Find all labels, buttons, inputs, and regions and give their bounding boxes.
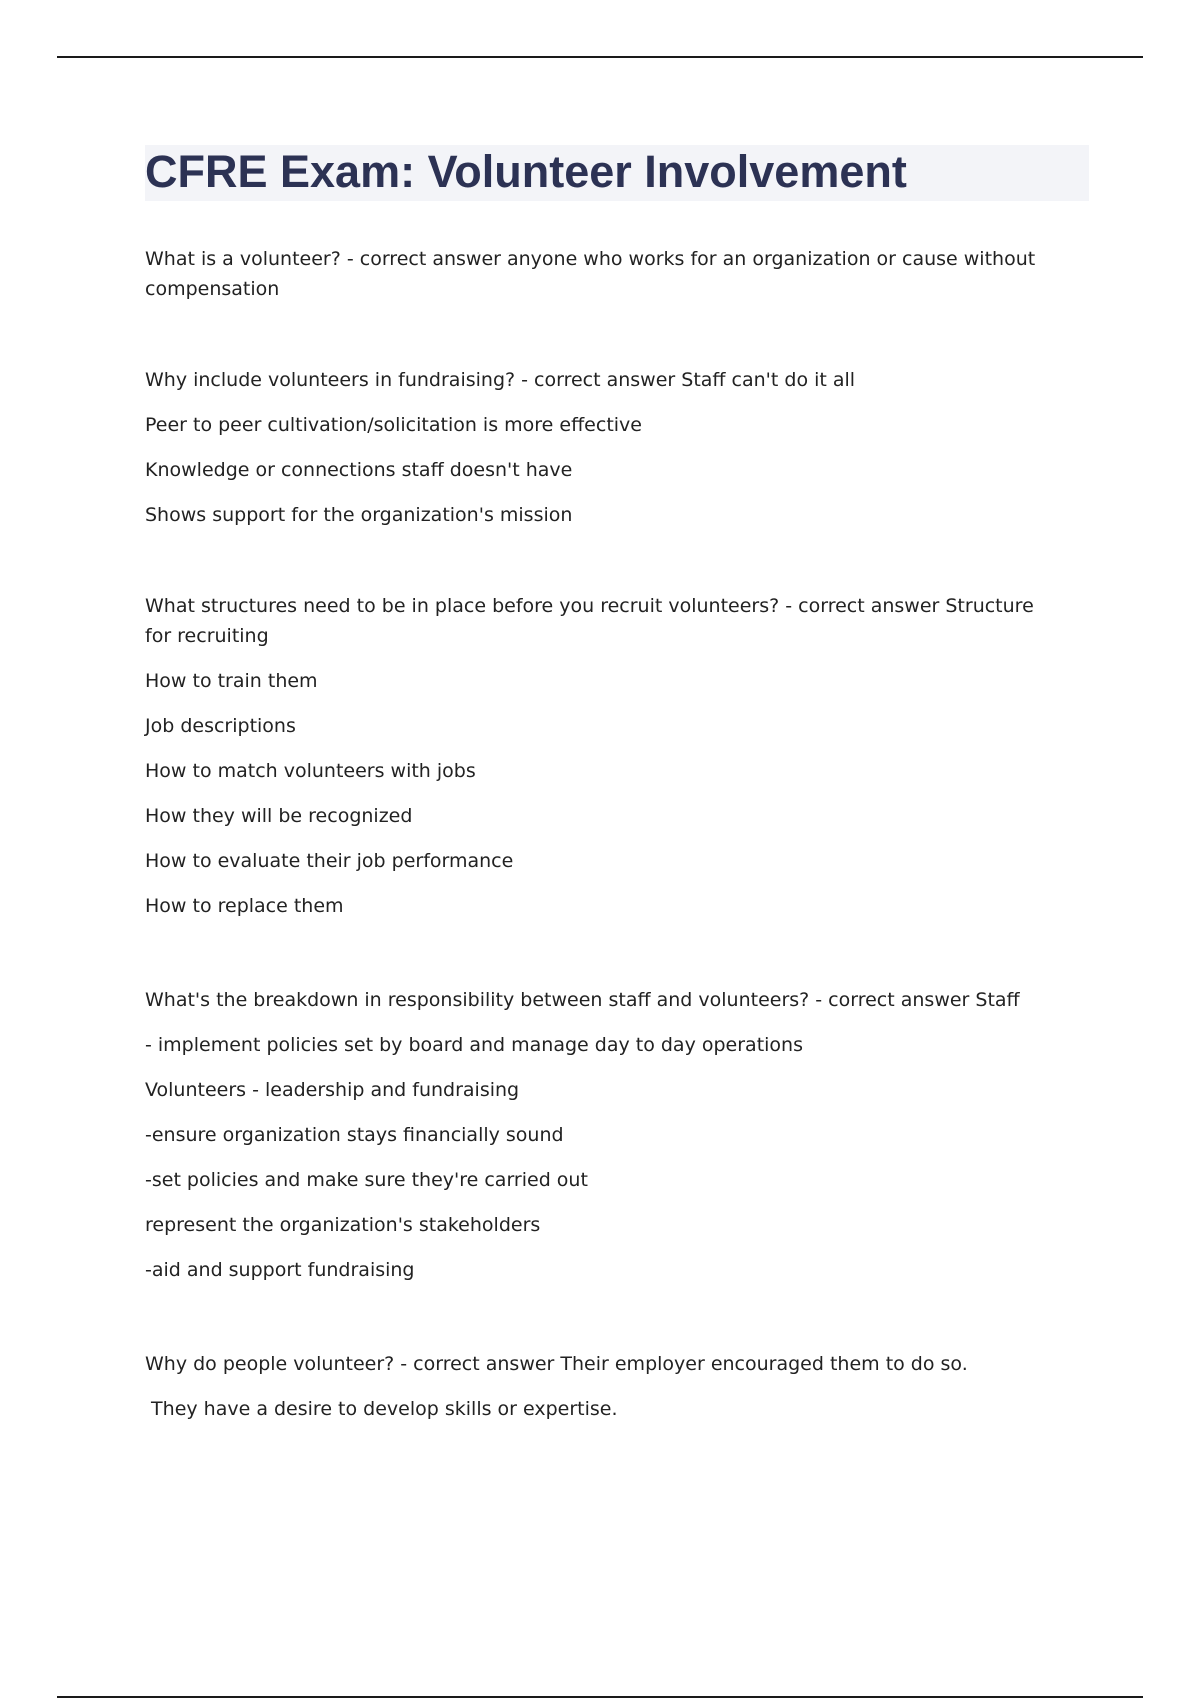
bottom-rule: [57, 1696, 1143, 1698]
qa-block-responsibility-breakdown: [145, 985, 1055, 1285]
qa-line: - implement policies set by board and manage day to day operations: [145, 1034, 803, 1056]
qa-block-structures: [145, 591, 1055, 921]
qa-block-why-include-volunteers: [145, 365, 1055, 530]
qa-line: -ensure organization stays financially sound: [145, 1124, 564, 1146]
qa-line: How to replace them: [145, 895, 344, 917]
qa-line: Volunteers - leadership and fundraising: [145, 1079, 520, 1101]
qa-line: Shows support for the organization's mission: [145, 504, 573, 526]
qa-line: How they will be recognized: [145, 805, 413, 827]
qa-line: How to evaluate their job performance: [145, 850, 514, 872]
qa-block-what-is-volunteer: [145, 244, 1055, 304]
qa-line: Job descriptions: [145, 715, 296, 737]
qa-line: represent the organization's stakeholders: [145, 1214, 541, 1236]
qa-line: How to train them: [145, 670, 318, 692]
qa-line: Knowledge or connections staff doesn't have: [145, 459, 573, 481]
qa-line: They have a desire to develop skills or expertise.: [145, 1398, 618, 1420]
qa-line: -aid and support fundraising: [145, 1259, 415, 1281]
qa-line: What's the breakdown in responsibility between staff and volunteers? - correct answer Staff: [145, 989, 1020, 1011]
qa-line: Peer to peer cultivation/solicitation is more effective: [145, 414, 642, 436]
qa-block-why-volunteer: [145, 1349, 1055, 1424]
qa-line: Why include volunteers in fundraising? - correct answer Staff can't do it all: [145, 369, 856, 391]
qa-line: How to match volunteers with jobs: [145, 760, 476, 782]
qa-line: -set policies and make sure they're carried out: [145, 1169, 588, 1191]
qa-line: What is a volunteer? - correct answer anyone who works for an organization or cause without compensation: [145, 248, 1036, 300]
page-title: CFRE Exam: Volunteer Involvement: [145, 146, 907, 197]
qa-line: What structures need to be in place before you recruit volunteers? - correct answer Structure for recruiting: [145, 595, 1034, 647]
top-rule: [57, 56, 1143, 58]
qa-line: Why do people volunteer? - correct answer Their employer encouraged them to do so.: [145, 1353, 968, 1375]
